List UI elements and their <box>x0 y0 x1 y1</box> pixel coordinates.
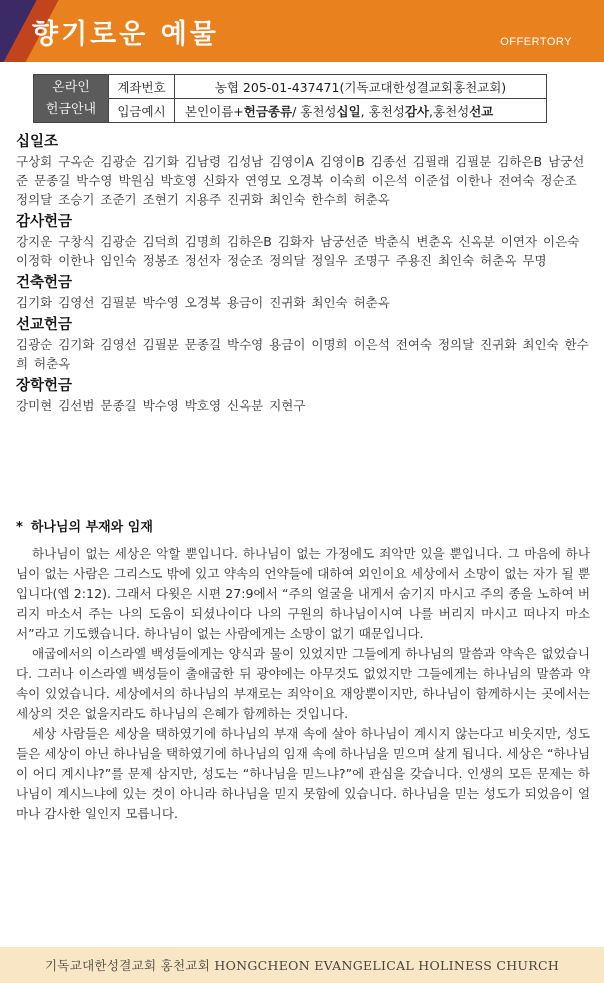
account-key: 계좌번호 <box>109 75 175 99</box>
online-giving-table <box>33 74 547 123</box>
deposit-part: / 홍천성 <box>292 103 337 119</box>
section-mission <box>16 315 590 373</box>
article-title: 하나님의 부재와 임재 <box>30 520 153 535</box>
section-names: 구상회 구옥순 김광순 김기화 김남령 김성남 김영이A 김영이B 김종선 김필래 김필분 김하은B 남궁선준 문종길 박수영 박원심 박호영 신화자 연영모 오경복 이숙희 이은석 이준섭 이한나 전여숙 정순조 정의달 조승기 조준기 조현기 지용주 진귀화 최인숙 한수희 허춘옥 <box>16 154 585 207</box>
online-giving-label-line1: 온라인 <box>52 79 90 95</box>
section-names: 강미현 김선범 문종길 박수영 박호영 신옥분 지현구 <box>16 398 306 413</box>
section-title: 건축헌금 <box>16 275 73 291</box>
page-subtitle: OFFERTORY <box>500 36 572 48</box>
deposit-part-bold: 선교 <box>469 103 494 119</box>
deposit-part-bold: 십일 <box>336 103 361 119</box>
section-building <box>16 273 590 312</box>
section-names: 김광순 김기화 김영선 김필분 문종길 박수영 용금이 이명희 이은석 전여숙 정의달 진귀화 최인숙 한수희 허춘옥 <box>16 337 589 371</box>
section-names: 강지운 구창식 김광순 김덕희 김명희 김하은B 김화자 남궁선준 박춘식 변춘옥 신옥분 이연자 이은숙 이정학 이한나 임인숙 정봉조 정선자 정순조 정의달 정일우 조명구 주용진 최인숙 허춘옥 무명 <box>16 234 580 268</box>
article-paragraph: 세상 사람들은 세상을 택하였기에 하나님의 부재 속에 살아 하나님이 계시지 않는다고 비웃지만, 성도들은 세상이 아닌 하나님을 택하였기에 하나님의 임재 속에 하나님을 믿으며 살게 됩니다. 세상은 “하나님이 어디 계시냐?”를 문제 삼지만, 성도는 “하나님을 믿느냐?”에 관심을 갖습니다. 인생의 모든 문제는 하나님이 계시느냐에 있는 것이 아니라 하나님을 믿지 못함에 있습니다. 하나님을 믿는 성도가 되었음이 얼마나 감사한 일인지 모릅니다. <box>16 726 590 821</box>
section-thanksgiving <box>16 212 590 270</box>
section-scholarship <box>16 376 590 415</box>
article-paragraph: 하나님이 없는 세상은 악할 뿐입니다. 하나님이 없는 가정에도 죄악만 있을 뿐입니다. 그 마음에 하나님이 없는 사람은 그리스도 밖에 있고 약속의 언약들에 대하여 외인이요 세상에서 소망이 없는 자가 될 뿐입니다(엡 2:12). 그래서 다윗은 시편 27:9에서 “주의 얼굴을 내게서 숨기지 마시고 주의 종을 노하여 버리지 마소서 주는 나의 도움이 되셨나이다 나의 구원의 하나님이시여 나를 버리지 마시고 떠나지 마소서”라고 기도했습니다. 하나님이 없는 사람에게는 소망이 없기 때문입니다. <box>16 546 590 641</box>
deposit-part-bold: 헌금종류 <box>243 103 293 119</box>
article-heading <box>16 518 590 538</box>
section-tithe <box>16 132 590 209</box>
deposit-part: , 홍천성 <box>360 103 405 119</box>
footer-text: 기독교대한성결교회 홍천교회 HONGCHEON EVANGELICAL HOLINESS CHURCH <box>44 958 560 973</box>
online-giving-label <box>34 75 109 123</box>
account-value: 농협 205-01-437471(기독교대한성결교회홍천교회) <box>175 75 547 99</box>
offering-sections <box>16 130 590 415</box>
section-title: 십일조 <box>16 134 59 150</box>
deposit-key: 입금예시 <box>109 99 175 123</box>
deposit-example <box>175 99 547 123</box>
page-footer <box>0 947 604 983</box>
deposit-part: 본인이름+ <box>185 103 244 119</box>
section-title: 선교헌금 <box>16 317 73 333</box>
deposit-part-bold: 감사 <box>404 103 430 119</box>
page-title: 향기로운 예물 <box>32 19 219 50</box>
section-names: 김기화 김영선 김필분 박수영 오경복 용금이 진귀화 최인숙 허춘옥 <box>16 295 390 310</box>
deposit-part: ,홍천성 <box>429 103 470 119</box>
section-title: 감사헌금 <box>16 214 73 230</box>
page-header <box>0 0 604 62</box>
section-title: 장학헌금 <box>16 378 73 394</box>
bullet-star: * <box>16 520 23 535</box>
article <box>16 518 590 824</box>
article-paragraph: 애굽에서의 이스라엘 백성들에게는 양식과 물이 있었지만 그들에게 하나님의 말씀과 약속은 없었습니다. 그러나 이스라엘 백성들이 출애굽한 뒤 광야에는 아무것도 없었지만 그들에게는 하나님의 말씀과 약속이 있었습니다. 세상에서의 하나님의 부재로는 죄악이요 재앙뿐이지만, 하나님이 함께하시는 곳에서는 세상의 것은 없을지라도 하나님의 은혜가 함께하는 것입니다. <box>16 646 590 721</box>
online-giving-label-line2: 헌금안내 <box>45 101 97 117</box>
